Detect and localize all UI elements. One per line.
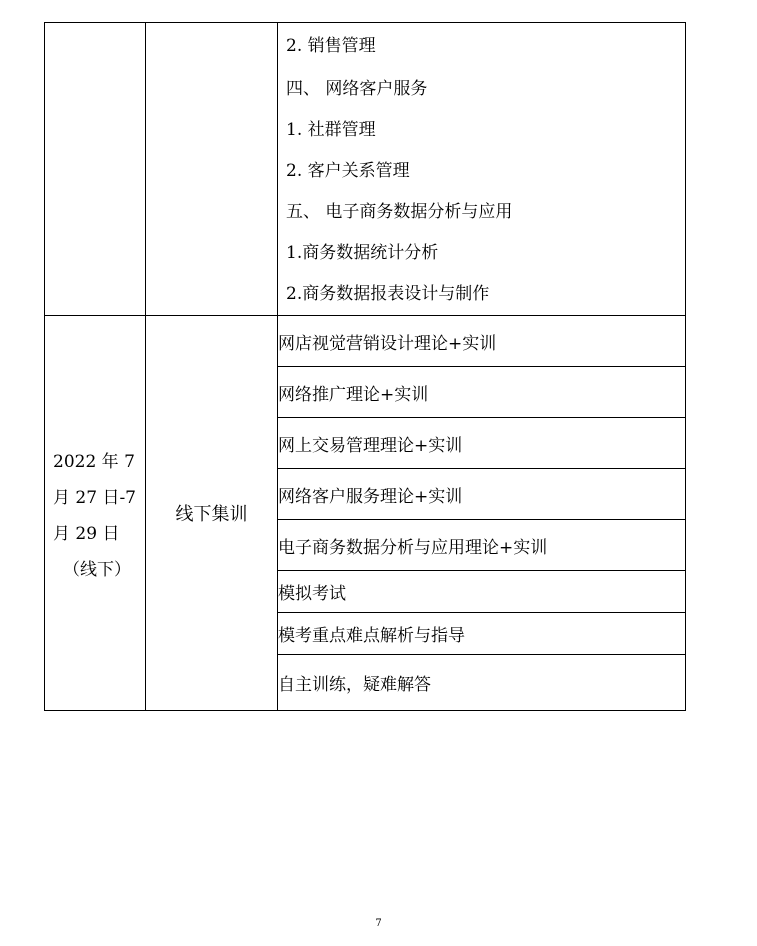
mode-cell-empty	[146, 23, 278, 316]
content-lines	[278, 23, 685, 315]
schedule-table	[44, 22, 686, 711]
content-line: 四、 网络客户服务	[286, 79, 428, 99]
date-cell	[45, 316, 146, 711]
session-item: 网络客户服务理论+实训	[278, 469, 686, 520]
table-row	[45, 23, 686, 316]
session-item: 网店视觉营销设计理论+实训	[278, 316, 686, 367]
training-mode: 线下集训	[175, 504, 248, 525]
date-line: （线下）	[63, 560, 131, 580]
content-line: 1. 社群管理	[286, 120, 376, 140]
session-item: 自主训练，疑难解答	[278, 655, 686, 711]
content-line: 五、 电子商务数据分析与应用	[286, 202, 513, 222]
date-line: 2022 年 7	[53, 452, 135, 472]
content-line: 1.商务数据统计分析	[286, 243, 439, 263]
session-item: 电子商务数据分析与应用理论+实训	[278, 520, 686, 571]
mode-cell	[146, 316, 278, 711]
session-item: 网络推广理论+实训	[278, 367, 686, 418]
session-date	[45, 438, 145, 588]
table-row	[45, 316, 686, 367]
date-cell-empty	[45, 23, 146, 316]
session-item: 模考重点难点解析与指导	[278, 613, 686, 655]
page-number: 7	[375, 918, 382, 929]
date-line: 月 27 日-7	[53, 488, 136, 508]
session-item: 模拟考试	[278, 571, 686, 613]
content-line: 2.商务数据报表设计与制作	[286, 284, 490, 304]
content-cell	[278, 23, 686, 316]
content-line: 2. 客户关系管理	[286, 161, 410, 181]
content-line: 2. 销售管理	[286, 36, 376, 56]
session-item: 网上交易管理理论+实训	[278, 418, 686, 469]
date-line: 月 29 日	[53, 524, 120, 544]
